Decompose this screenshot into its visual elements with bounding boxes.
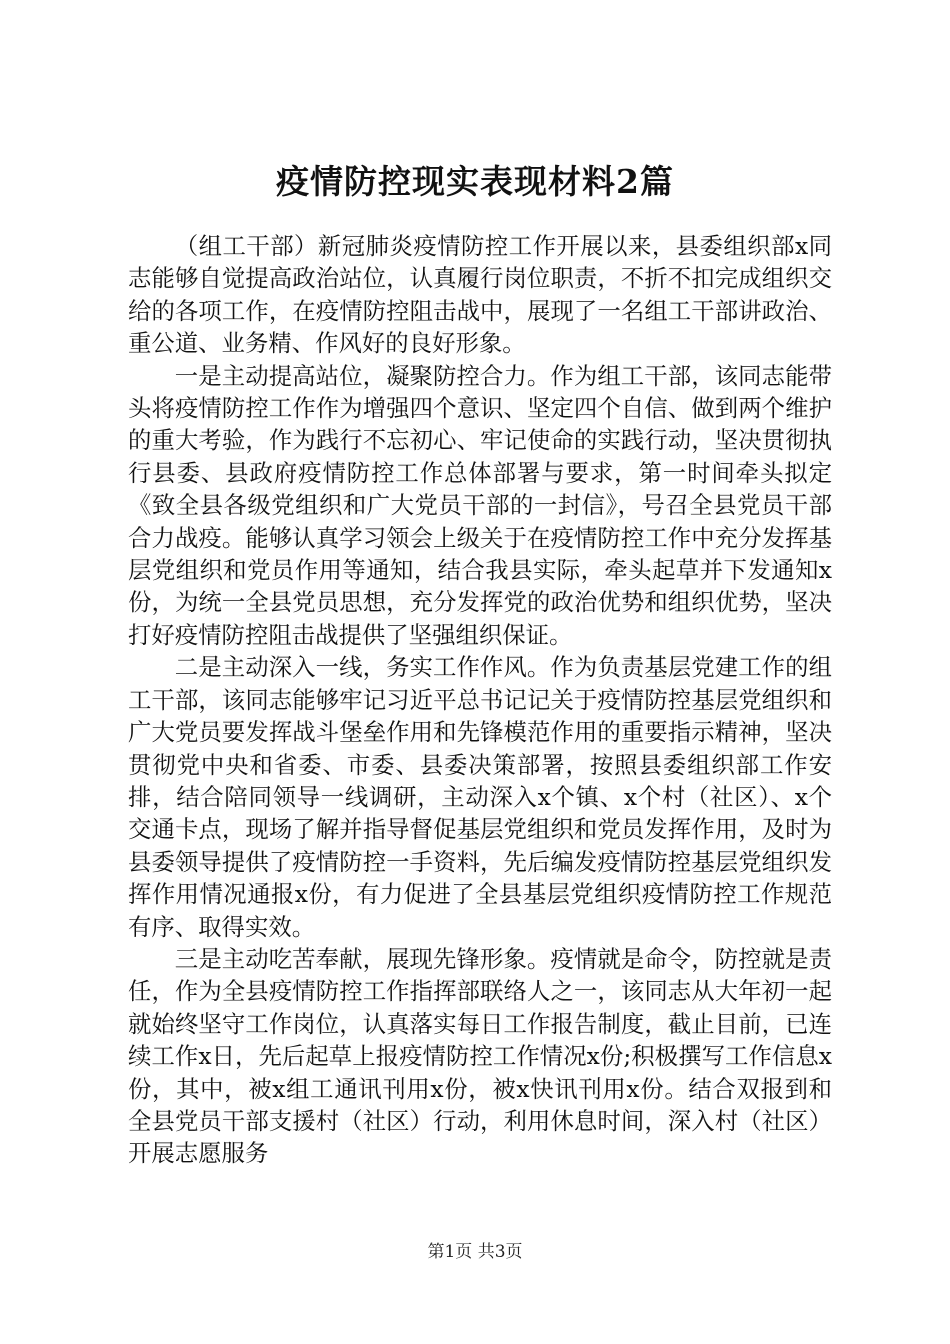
document-body [128,230,832,1170]
paragraph-intro: （组工干部）新冠肺炎疫情防控工作开展以来，县委组织部x同志能够自觉提高政治站位，认真履行岗位职责，不折不扣完成组织交给的各项工作，在疫情防控阻击战中，展现了一名组工干部讲政治、重公道、业务精、作风好的良好形象。 [128,232,832,358]
paragraph-point-three: 三是主动吃苦奉献，展现先锋形象。疫情就是命令，防控就是责任，作为全县疫情防控工作指挥部联络人之一，该同志从大年初一起就始终坚守工作岗位，认真落实每日工作报告制度，截止目前，已连续工作x日，先后起草上报疫情防控工作情况x份;积极撰写工作信息x份，其中，被x组工通讯刊用x份，被x快讯刊用x份。结合双报到和全县党员干部支援村（社区）行动，利用休息时间，深入村（社区）开展志愿服务 [128,944,832,1168]
document-title: 疫情防控现实表现材料2篇 [276,162,674,201]
paragraph-point-one: 一是主动提高站位，凝聚防控合力。作为组工干部，该同志能带头将疫情防控工作作为增强四个意识、坚定四个自信、做到两个维护的重大考验，作为践行不忘初心、牢记使命的实践行动，坚决贯彻执行县委、县政府疫情防控工作总体部署与要求，第一时间牵头拟定《致全县各级党组织和广大党员干部的一封信》，号召全县党员干部合力战疫。能够认真学习领会上级关于在疫情防控工作中充分发挥基层党组织和党员作用等通知，结合我县实际，牵头起草并下发通知x份，为统一全县党员思想，充分发挥党的政治优势和组织优势，坚决打好疫情防控阻击战提供了坚强组织保证。 [128,361,832,649]
page-footer: 第1页 共3页 [427,1242,523,1262]
paragraph-point-two: 二是主动深入一线，务实工作作风。作为负责基层党建工作的组工干部，该同志能够牢记习近平总书记记关于疫情防控基层党组织和广大党员要发挥战斗堡垒作用和先锋模范作用的重要指示精神，坚决贯彻党中央和省委、市委、县委决策部署，按照县委组织部工作安排，结合陪同领导一线调研，主动深入x个镇、x个村（社区）、x个交通卡点，现场了解并指导督促基层党组织和党员发挥作用，及时为县委领导提供了疫情防控一手资料，先后编发疫情防控基层党组织发挥作用情况通报x份，有力促进了全县基层党组织疫情防控工作规范有序、取得实效。 [128,653,832,941]
